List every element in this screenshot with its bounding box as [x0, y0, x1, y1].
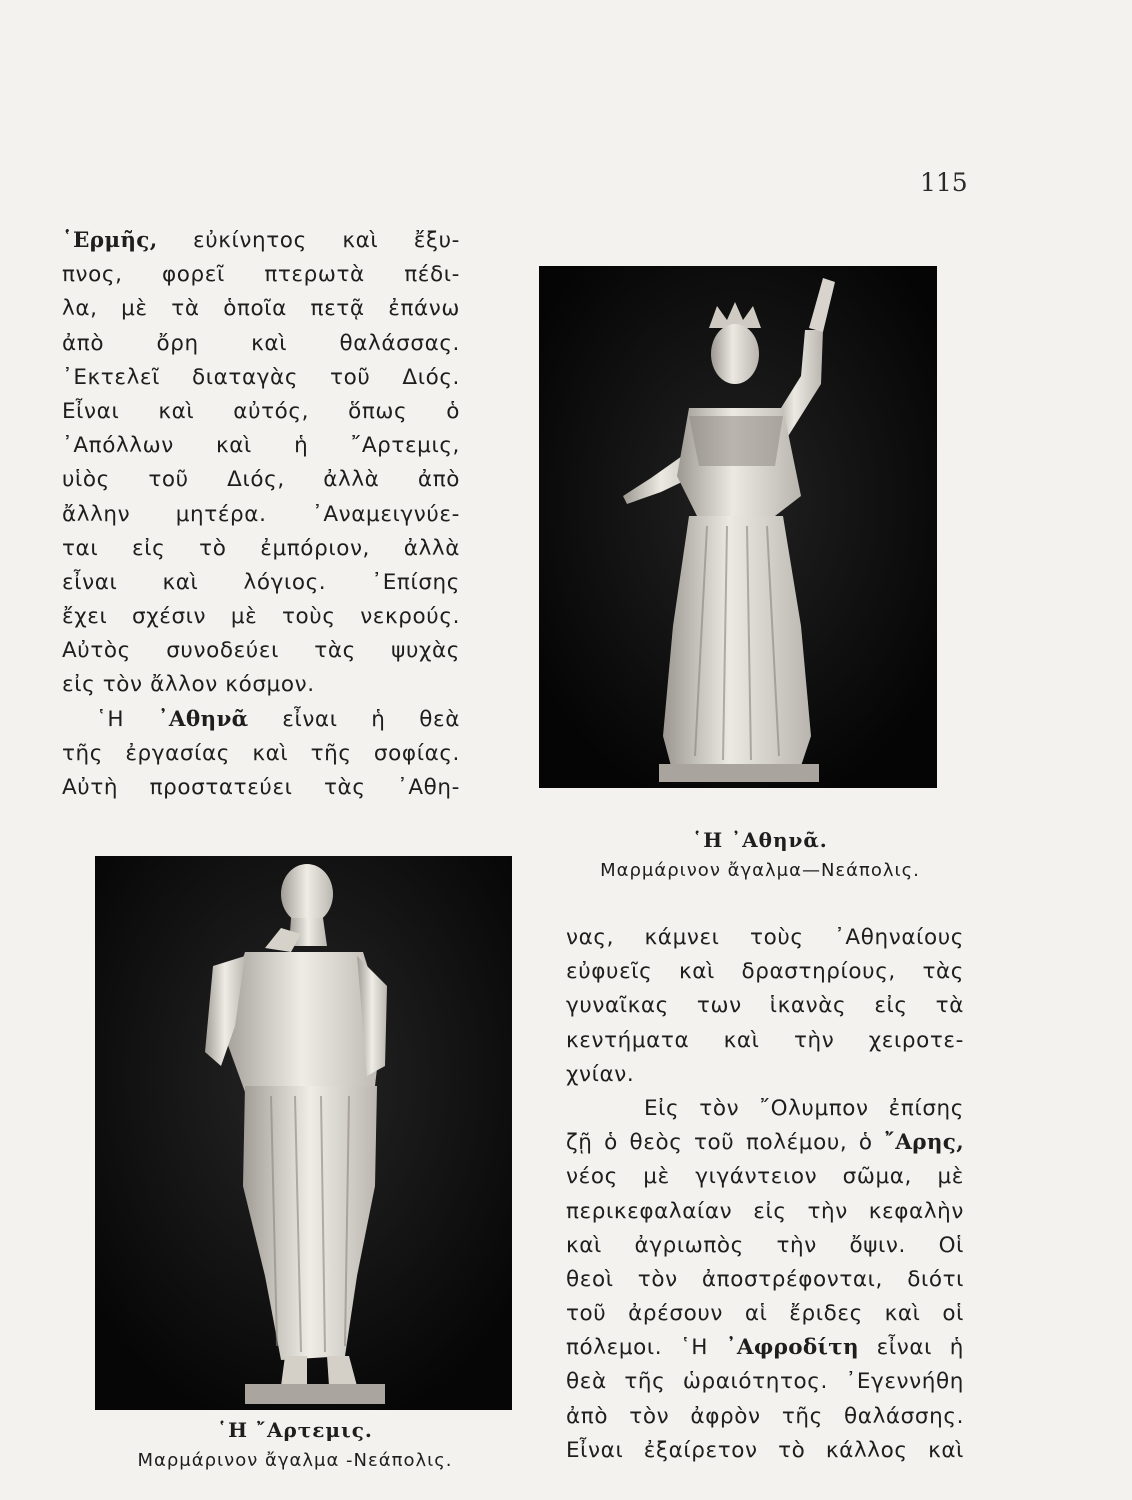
text-run: περικεφαλαίαν εἰς τὴν κεφαλὴν — [566, 1198, 964, 1224]
artemis-caption-title: ῾Η ῎Αρτεμις. — [217, 1418, 373, 1442]
athena-statue-photo — [539, 266, 937, 788]
text-run: νας, κάμνει τοὺς ᾿Αθηναίους — [566, 925, 964, 950]
text-run: ᾿Εκτελεῖ διαταγὰς τοῦ Διός. — [62, 364, 460, 390]
text-line — [566, 1024, 964, 1058]
text-run: ται εἰς τὸ ἐμπόριον, ἀλλὰ — [62, 535, 460, 561]
text-run: εἶναι ἡ — [858, 1335, 965, 1361]
text-run: λα, μὲ τὰ ὁποῖα πετᾷ ἐπάνω — [62, 296, 460, 322]
left-text-column — [62, 224, 460, 805]
text-run: Εἰς τὸν ῎Ολυμπον ἐπίσης — [644, 1095, 964, 1121]
bold-term: ῎Αρης, — [884, 1130, 964, 1156]
text-line — [566, 1126, 964, 1160]
text-line — [62, 668, 460, 702]
text-line — [566, 1365, 964, 1399]
text-line — [566, 1297, 964, 1331]
text-line — [62, 429, 460, 463]
text-run: υἱὸς τοῦ Διός, ἀλλὰ ἀπὸ — [62, 467, 460, 493]
athena-caption-subtitle: Μαρμάρινον ἄγαλμα—Νεάπολις. — [600, 860, 920, 881]
text-line — [566, 1092, 964, 1126]
text-run: ἔχει σχέσιν μὲ τοὺς νεκρούς. — [62, 604, 460, 630]
artemis-caption-subtitle: Μαρμάρινον ἄγαλμα -Νεάπολις. — [137, 1450, 453, 1471]
bold-term: ᾿Αθηνᾶ — [157, 706, 249, 732]
text-line — [566, 1160, 964, 1194]
text-line — [62, 566, 460, 600]
right-text-column — [566, 921, 964, 1468]
text-line — [566, 1434, 964, 1468]
text-line — [566, 1058, 964, 1092]
artemis-caption — [90, 1418, 500, 1471]
text-line — [62, 463, 460, 497]
text-run: καὶ ἀγριωπὸς τὴν ὄψιν. Οἱ — [566, 1232, 964, 1258]
bold-term: ᾿Αφροδίτη — [725, 1335, 859, 1361]
page-number: 115 — [920, 168, 968, 197]
text-run: Αὐτὴ προστατεύει τὰς ᾿Αθη- — [62, 775, 460, 800]
text-line — [62, 532, 460, 566]
text-line — [62, 224, 460, 258]
athena-caption — [560, 828, 960, 881]
text-run: ἀπὸ ὄρη καὶ θαλάσσας. — [62, 330, 460, 356]
bold-term: ῾Ερμῆς, — [62, 228, 158, 253]
text-run: ᾿Απόλλων καὶ ἡ ῎Αρτεμις, — [62, 433, 460, 459]
text-line — [566, 921, 964, 955]
text-run: ῾Η — [96, 706, 158, 732]
text-line — [62, 703, 460, 737]
text-run: ἀπὸ τὸν ἀφρὸν τῆς θαλάσσης. — [566, 1403, 964, 1429]
text-run: Εἶναι ἐξαίρετον τὸ κάλλος καὶ — [566, 1437, 964, 1463]
text-line — [62, 771, 460, 805]
text-line — [62, 361, 460, 395]
text-line — [566, 1263, 964, 1297]
text-line — [62, 498, 460, 532]
text-run: εὐφυεῖς καὶ δραστηρίους, τὰς — [566, 959, 964, 985]
text-run: τῆς ἐργασίας καὶ τῆς σοφίας. — [62, 740, 460, 766]
text-run: θεὰ τῆς ὡραιότητος. ᾿Εγεννήθη — [566, 1369, 964, 1395]
text-run: εἰς τὸν ἄλλον κόσμον. — [62, 672, 315, 698]
text-run: τοῦ ἀρέσουν αἱ ἔριδες καὶ οἱ — [566, 1301, 964, 1327]
text-run: εἶναι καὶ λόγιος. ᾿Επίσης — [62, 569, 460, 595]
text-line — [566, 989, 964, 1023]
text-line — [62, 737, 460, 771]
text-line — [566, 1331, 964, 1365]
text-line — [566, 1229, 964, 1263]
text-run: πόλεμοι. ῾Η — [566, 1335, 726, 1361]
text-line — [62, 395, 460, 429]
athena-caption-title: ῾Η ᾿Αθηνᾶ. — [692, 828, 828, 852]
text-run: χνίαν. — [566, 1061, 635, 1087]
text-run: θεοὶ τὸν ἀποστρέφονται, διότι — [566, 1266, 964, 1292]
text-run: ζῇ ὁ θεὸς τοῦ πολέμου, ὁ — [566, 1130, 885, 1156]
text-line — [566, 1195, 964, 1229]
text-run: πνος, φορεῖ πτερωτὰ πέδι- — [62, 262, 460, 288]
text-run: εἶναι ἡ θεὰ — [248, 706, 460, 732]
text-line — [62, 600, 460, 634]
text-run: κεντήματα καὶ τὴν χειροτε- — [566, 1027, 964, 1053]
text-run: ἄλλην μητέρα. ᾿Αναμειγνύε- — [62, 501, 460, 527]
text-line — [62, 258, 460, 292]
text-run: Εἶναι καὶ αὐτός, ὅπως ὁ — [62, 398, 460, 424]
artemis-statue-photo — [95, 856, 512, 1410]
text-line — [62, 327, 460, 361]
text-run: Αὐτὸς συνοδεύει τὰς ψυχὰς — [62, 638, 460, 664]
text-run: νέος μὲ γιγάντειον σῶμα, μὲ — [566, 1164, 964, 1190]
text-line — [566, 1400, 964, 1434]
text-line — [62, 292, 460, 326]
text-run: εὐκίνητος καὶ ἔξυ- — [157, 228, 460, 253]
text-line — [62, 634, 460, 668]
text-run: γυναῖκας των ἱκανὰς εἰς τὰ — [566, 993, 964, 1019]
text-line — [566, 955, 964, 989]
